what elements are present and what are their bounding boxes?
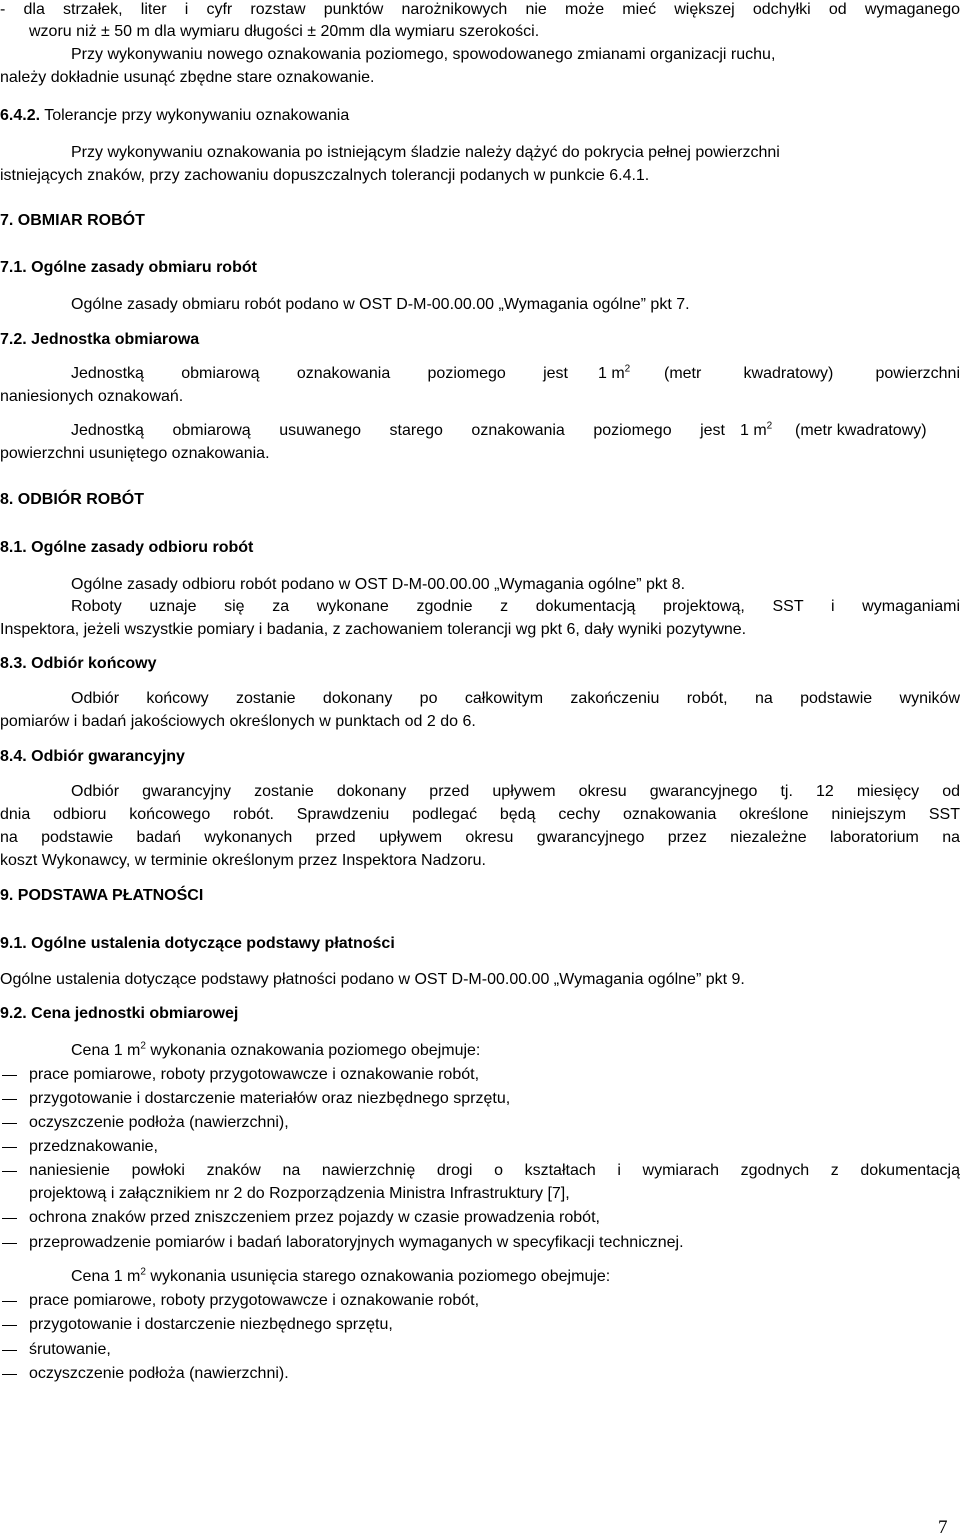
dash-bullet-icon xyxy=(0,1113,22,1133)
dash-bullet-icon xyxy=(0,1089,22,1109)
dash-bullet-icon xyxy=(0,1208,22,1228)
list-item-text: przygotowanie i dostarczenie niezbędnego sprzętu, xyxy=(29,1316,393,1333)
text-line: dnia odbioru końcowego robót. Sprawdzeniu podlegać będą cechy oznakowania określone niniejszym SST xyxy=(0,806,960,823)
text-line xyxy=(0,1041,960,1061)
text-fragment: (metr kwadratowy) xyxy=(795,422,927,439)
text-line: należy dokładnie usunąć zbędne stare oznakowanie. xyxy=(0,69,375,86)
text-line: Ogólne zasady odbioru robót podano w OST D-M-00.00.00 „Wymagania ogólne” pkt 8. xyxy=(71,576,686,593)
text-line: - dla strzałek, liter i cyfr rozstaw punktów narożnikowych nie może mieć większej odchyłki od wymaganego xyxy=(0,1,960,18)
list-item-text: przedznakowanie, xyxy=(29,1138,158,1155)
text-line: Odbiór gwarancyjny zostanie dokonany przed upływem okresu gwarancyjnego tj. 12 miesięcy od xyxy=(71,783,960,800)
text-fragment: Jednostką obmiarową oznakowania poziomego jest xyxy=(71,365,568,382)
list-item-text: oczyszczenie podłoża (nawierzchni), xyxy=(29,1114,289,1131)
subsection-heading: 9.2. Cena jednostki obmiarowej xyxy=(0,1005,239,1022)
dash-bullet-icon xyxy=(0,1137,22,1157)
unit-fragment xyxy=(598,364,630,384)
list-item-text: naniesienie powłoki znaków na nawierzchnię drogi o kształtach i wymiarach zgodnych z dokumentacją xyxy=(29,1162,960,1179)
text-fragment: wykonania oznakowania poziomego obejmuje: xyxy=(150,1042,481,1059)
text-line: Odbiór końcowy zostanie dokonany po całkowitym zakończeniu robót, na podstawie wyników xyxy=(71,690,960,707)
text-line: koszt Wykonawcy, w terminie określonym przez Inspektora Nadzoru. xyxy=(0,852,486,869)
dash-bullet-icon xyxy=(0,1340,22,1360)
dash-bullet-icon xyxy=(0,1065,22,1085)
text-line: Przy wykonywaniu oznakowania po istniejącym śladzie należy dążyć do pokrycia pełnej powierzchni xyxy=(71,144,780,161)
list-item-text: przygotowanie i dostarczenie materiałów oraz niezbędnego sprzętu, xyxy=(29,1090,511,1107)
text-line: istniejących znaków, przy zachowaniu dopuszczalnych tolerancji podanych w punkcie 6.4.1. xyxy=(0,167,650,184)
heading-6-4-2 xyxy=(0,106,960,126)
superscript: 2 xyxy=(624,363,631,375)
list-item-text: śrutowanie, xyxy=(29,1341,111,1358)
text-line: Roboty uznaje się za wykonane zgodnie z dokumentacją projektową, SST i wymaganiami xyxy=(71,598,960,615)
text-line: powierzchni usuniętego oznakowania. xyxy=(0,445,270,462)
section-heading: 8. ODBIÓR ROBÓT xyxy=(0,491,145,508)
page-number: 7 xyxy=(938,1517,948,1538)
dash-bullet-icon xyxy=(0,1161,22,1181)
text-line: Ogólne zasady obmiaru robót podano w OST D-M-00.00.00 „Wymagania ogólne” pkt 7. xyxy=(71,296,690,313)
subsection-heading: 9.1. Ogólne ustalenia dotyczące podstawy płatności xyxy=(0,935,395,952)
list-item-text: ochrona znaków przed zniszczeniem przez pojazdy w czasie prowadzenia robót, xyxy=(29,1209,600,1226)
heading-number: 6.4.2. xyxy=(0,107,41,124)
unit-text: 1 m xyxy=(740,422,767,439)
unit-text: 1 m xyxy=(598,365,625,382)
text-line: na podstawie badań wykonanych przed upływem okresu gwarancyjnego przez niezależne laboratorium na xyxy=(0,829,960,846)
list-item-text: projektową i załącznikiem nr 2 do Rozporządzenia Ministra Infrastruktury [7], xyxy=(29,1185,570,1202)
list-item-text: przeprowadzenie pomiarów i badań laboratoryjnych wymaganych w specyfikacji technicznej. xyxy=(29,1234,684,1251)
text-fragment: (metr kwadratowy) powierzchni xyxy=(664,365,960,382)
dash-bullet-icon xyxy=(0,1233,22,1253)
text-line: naniesionych oznakowań. xyxy=(0,388,184,405)
text-line: pomiarów i badań jakościowych określonych w punktach od 2 do 6. xyxy=(0,713,476,730)
text-line: Przy wykonywaniu nowego oznakowania poziomego, spowodowanego zmianami organizacji ruchu, xyxy=(71,46,776,63)
text-fragment: Cena 1 m xyxy=(71,1268,141,1285)
text-line: wzoru niż ± 50 m dla wymiaru długości ± 20mm dla wymiaru szerokości. xyxy=(29,23,540,40)
subsection-heading: 8.1. Ogólne zasady odbioru robót xyxy=(0,539,254,556)
text-line xyxy=(0,1267,960,1287)
section-heading: 9. PODSTAWA PŁATNOŚCI xyxy=(0,887,204,904)
list-item-text: oczyszczenie podłoża (nawierzchni). xyxy=(29,1365,289,1382)
dash-bullet-icon xyxy=(0,1364,22,1384)
unit-fragment xyxy=(740,421,772,441)
dash-bullet-icon xyxy=(0,1291,22,1311)
subsection-heading: 7.1. Ogólne zasady obmiaru robót xyxy=(0,259,257,276)
dash-bullet-icon xyxy=(0,1315,22,1335)
subsection-heading: 7.2. Jednostka obmiarowa xyxy=(0,331,200,348)
text-line: Ogólne ustalenia dotyczące podstawy płatności podano w OST D-M-00.00.00 „Wymagania ogólne” pkt 9. xyxy=(0,971,745,988)
text-fragment: Jednostką obmiarową usuwanego starego oznakowania poziomego jest xyxy=(71,422,725,439)
superscript: 2 xyxy=(766,420,773,432)
heading-text: Tolerancje przy wykonywaniu oznakowania xyxy=(44,107,350,124)
list-item-text: prace pomiarowe, roboty przygotowawcze i oznakowanie robót, xyxy=(29,1292,480,1309)
subsection-heading: 8.3. Odbiór końcowy xyxy=(0,655,157,672)
superscript: 2 xyxy=(140,1040,146,1052)
text-fragment: wykonania usunięcia starego oznakowania poziomego obejmuje: xyxy=(150,1268,611,1285)
superscript: 2 xyxy=(140,1266,146,1278)
text-line: Inspektora, jeżeli wszystkie pomiary i badania, z zachowaniem tolerancji wg pkt 6, dały wyniki pozytywne. xyxy=(0,621,747,638)
subsection-heading: 8.4. Odbiór gwarancyjny xyxy=(0,748,185,765)
list-item-text: prace pomiarowe, roboty przygotowawcze i oznakowanie robót, xyxy=(29,1066,480,1083)
section-heading: 7. OBMIAR ROBÓT xyxy=(0,212,145,229)
text-fragment: Cena 1 m xyxy=(71,1042,141,1059)
